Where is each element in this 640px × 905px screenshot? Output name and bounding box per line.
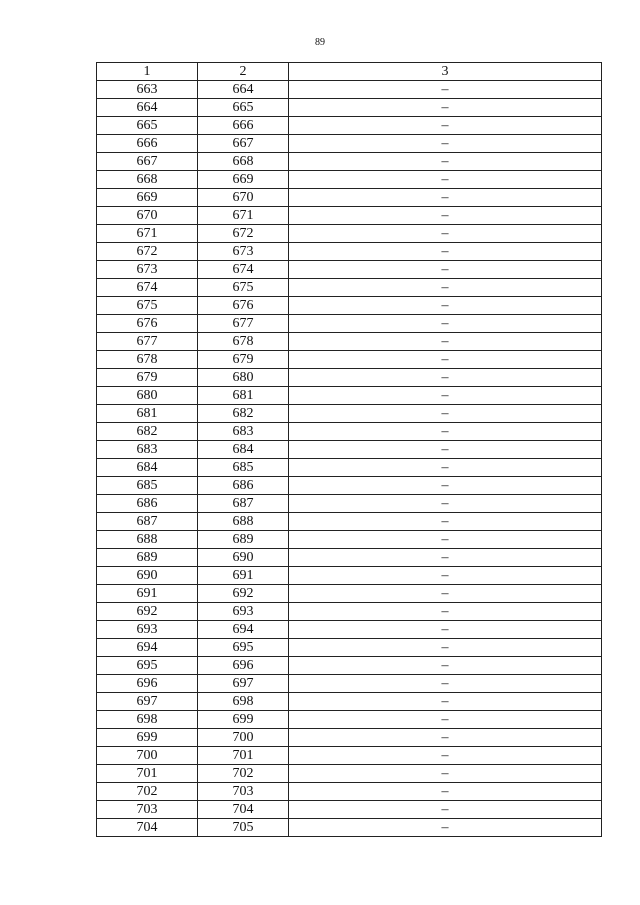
- table-cell-col3: –: [289, 585, 602, 603]
- table-body: [97, 81, 602, 837]
- table-row: [97, 711, 602, 729]
- table-cell-col3: –: [289, 207, 602, 225]
- table-cell-col2: 701: [198, 747, 289, 765]
- table-cell-col3: –: [289, 117, 602, 135]
- table-cell-col1: 682: [97, 423, 198, 441]
- table-cell-col1: 673: [97, 261, 198, 279]
- table-cell-col3: –: [289, 693, 602, 711]
- table-cell-col1: 668: [97, 171, 198, 189]
- table-row: [97, 243, 602, 261]
- table-row: [97, 333, 602, 351]
- table-cell-col1: 681: [97, 405, 198, 423]
- table-row: [97, 171, 602, 189]
- table-cell-col3: –: [289, 261, 602, 279]
- table-cell-col2: 665: [198, 99, 289, 117]
- table-row: [97, 189, 602, 207]
- table-cell-col2: 693: [198, 603, 289, 621]
- table-cell-col2: 694: [198, 621, 289, 639]
- table-cell-col3: –: [289, 153, 602, 171]
- table-cell-col2: 684: [198, 441, 289, 459]
- table-cell-col3: –: [289, 189, 602, 207]
- table-cell-col2: 666: [198, 117, 289, 135]
- table-cell-col1: 697: [97, 693, 198, 711]
- table-row: [97, 603, 602, 621]
- table-cell-col2: 689: [198, 531, 289, 549]
- table-cell-col2: 695: [198, 639, 289, 657]
- table-cell-col2: 679: [198, 351, 289, 369]
- table-cell-col2: 686: [198, 477, 289, 495]
- column-header-2: 2: [198, 63, 289, 81]
- table-cell-col2: 692: [198, 585, 289, 603]
- table-row: [97, 675, 602, 693]
- table-cell-col2: 667: [198, 135, 289, 153]
- table-cell-col2: 704: [198, 801, 289, 819]
- table-cell-col2: 696: [198, 657, 289, 675]
- table-cell-col2: 668: [198, 153, 289, 171]
- table-cell-col3: –: [289, 513, 602, 531]
- table-row: [97, 459, 602, 477]
- table-row: [97, 369, 602, 387]
- table-cell-col2: 680: [198, 369, 289, 387]
- table-cell-col3: –: [289, 297, 602, 315]
- table-cell-col3: –: [289, 747, 602, 765]
- table-cell-col3: –: [289, 729, 602, 747]
- table-cell-col2: 703: [198, 783, 289, 801]
- table-cell-col3: –: [289, 801, 602, 819]
- table-header-row: [97, 63, 602, 81]
- table-cell-col1: 693: [97, 621, 198, 639]
- table-cell-col3: –: [289, 531, 602, 549]
- table-cell-col2: 691: [198, 567, 289, 585]
- table-cell-col1: 685: [97, 477, 198, 495]
- table-row: [97, 261, 602, 279]
- table-cell-col1: 672: [97, 243, 198, 261]
- table-cell-col2: 674: [198, 261, 289, 279]
- table-cell-col1: 677: [97, 333, 198, 351]
- table-row: [97, 207, 602, 225]
- table-cell-col2: 672: [198, 225, 289, 243]
- table-cell-col3: –: [289, 819, 602, 837]
- table-cell-col3: –: [289, 81, 602, 99]
- table-cell-col1: 680: [97, 387, 198, 405]
- table-row: [97, 729, 602, 747]
- table-cell-col3: –: [289, 495, 602, 513]
- table-cell-col2: 683: [198, 423, 289, 441]
- table-cell-col3: –: [289, 369, 602, 387]
- table-cell-col2: 698: [198, 693, 289, 711]
- table-cell-col1: 695: [97, 657, 198, 675]
- table-cell-col2: 671: [198, 207, 289, 225]
- table-row: [97, 423, 602, 441]
- table-row: [97, 639, 602, 657]
- table-row: [97, 351, 602, 369]
- table-cell-col3: –: [289, 639, 602, 657]
- table-cell-col1: 674: [97, 279, 198, 297]
- table-cell-col1: 675: [97, 297, 198, 315]
- table-row: [97, 81, 602, 99]
- table-row: [97, 765, 602, 783]
- table-cell-col2: 669: [198, 171, 289, 189]
- table-cell-col1: 688: [97, 531, 198, 549]
- table-row: [97, 819, 602, 837]
- table-cell-col3: –: [289, 225, 602, 243]
- table-cell-col1: 691: [97, 585, 198, 603]
- table-cell-col3: –: [289, 765, 602, 783]
- table-cell-col3: –: [289, 99, 602, 117]
- table-cell-col3: –: [289, 423, 602, 441]
- table-cell-col1: 676: [97, 315, 198, 333]
- table-cell-col3: –: [289, 171, 602, 189]
- table-cell-col3: –: [289, 387, 602, 405]
- table-cell-col1: 687: [97, 513, 198, 531]
- table-cell-col1: 696: [97, 675, 198, 693]
- table-row: [97, 783, 602, 801]
- table-row: [97, 621, 602, 639]
- table-cell-col1: 700: [97, 747, 198, 765]
- table-row: [97, 747, 602, 765]
- table-cell-col2: 678: [198, 333, 289, 351]
- table-row: [97, 477, 602, 495]
- table-cell-col1: 667: [97, 153, 198, 171]
- table-cell-col2: 702: [198, 765, 289, 783]
- table-cell-col3: –: [289, 333, 602, 351]
- table-cell-col1: 699: [97, 729, 198, 747]
- table-cell-col2: 664: [198, 81, 289, 99]
- table-cell-col1: 686: [97, 495, 198, 513]
- table-row: [97, 297, 602, 315]
- table-cell-col2: 699: [198, 711, 289, 729]
- table-cell-col3: –: [289, 657, 602, 675]
- table-row: [97, 405, 602, 423]
- table-row: [97, 387, 602, 405]
- table-row: [97, 531, 602, 549]
- table-cell-col2: 690: [198, 549, 289, 567]
- table-row: [97, 99, 602, 117]
- table-cell-col3: –: [289, 243, 602, 261]
- table-row: [97, 279, 602, 297]
- data-table: [96, 62, 602, 837]
- table-row: [97, 315, 602, 333]
- table-cell-col1: 670: [97, 207, 198, 225]
- table-row: [97, 567, 602, 585]
- table-cell-col3: –: [289, 711, 602, 729]
- table-cell-col1: 702: [97, 783, 198, 801]
- table-cell-col1: 689: [97, 549, 198, 567]
- table-row: [97, 693, 602, 711]
- table-cell-col2: 705: [198, 819, 289, 837]
- table-cell-col3: –: [289, 441, 602, 459]
- table-cell-col3: –: [289, 675, 602, 693]
- table-row: [97, 513, 602, 531]
- table-row: [97, 657, 602, 675]
- table-row: [97, 153, 602, 171]
- table-cell-col3: –: [289, 603, 602, 621]
- table-cell-col1: 664: [97, 99, 198, 117]
- table-cell-col1: 690: [97, 567, 198, 585]
- table-cell-col3: –: [289, 621, 602, 639]
- table-row: [97, 117, 602, 135]
- table-cell-col3: –: [289, 351, 602, 369]
- table-cell-col1: 683: [97, 441, 198, 459]
- table-cell-col3: –: [289, 315, 602, 333]
- table-cell-col2: 676: [198, 297, 289, 315]
- table-cell-col2: 697: [198, 675, 289, 693]
- table-cell-col1: 666: [97, 135, 198, 153]
- table-cell-col2: 700: [198, 729, 289, 747]
- table-cell-col1: 704: [97, 819, 198, 837]
- table-cell-col3: –: [289, 477, 602, 495]
- table-row: [97, 225, 602, 243]
- table-row: [97, 495, 602, 513]
- table-cell-col3: –: [289, 405, 602, 423]
- table-cell-col1: 669: [97, 189, 198, 207]
- table-cell-col2: 673: [198, 243, 289, 261]
- table-row: [97, 135, 602, 153]
- table-cell-col1: 665: [97, 117, 198, 135]
- table-cell-col1: 692: [97, 603, 198, 621]
- table-cell-col1: 684: [97, 459, 198, 477]
- table-cell-col1: 663: [97, 81, 198, 99]
- column-header-1: 1: [97, 63, 198, 81]
- table-cell-col2: 687: [198, 495, 289, 513]
- column-header-3: 3: [289, 63, 602, 81]
- table-cell-col3: –: [289, 783, 602, 801]
- table-cell-col2: 682: [198, 405, 289, 423]
- table-cell-col2: 688: [198, 513, 289, 531]
- table-row: [97, 585, 602, 603]
- table-cell-col1: 671: [97, 225, 198, 243]
- table-cell-col2: 685: [198, 459, 289, 477]
- table-cell-col3: –: [289, 549, 602, 567]
- table-cell-col2: 670: [198, 189, 289, 207]
- page-number: 89: [315, 37, 325, 48]
- table-cell-col1: 698: [97, 711, 198, 729]
- table-cell-col3: –: [289, 459, 602, 477]
- table-cell-col3: –: [289, 135, 602, 153]
- table-cell-col1: 694: [97, 639, 198, 657]
- table-cell-col1: 703: [97, 801, 198, 819]
- table-cell-col2: 681: [198, 387, 289, 405]
- table-cell-col3: –: [289, 567, 602, 585]
- table-row: [97, 549, 602, 567]
- table-cell-col2: 675: [198, 279, 289, 297]
- table-cell-col1: 678: [97, 351, 198, 369]
- table-row: [97, 801, 602, 819]
- table-cell-col1: 679: [97, 369, 198, 387]
- table-row: [97, 441, 602, 459]
- table-cell-col3: –: [289, 279, 602, 297]
- table-cell-col1: 701: [97, 765, 198, 783]
- table-cell-col2: 677: [198, 315, 289, 333]
